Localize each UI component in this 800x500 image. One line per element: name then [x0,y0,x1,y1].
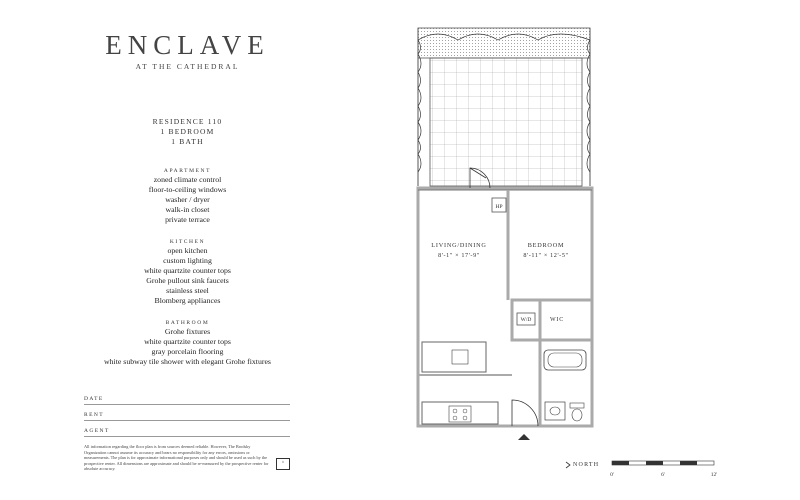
list-item: white quartzite counter tops [144,337,231,346]
wd-label: W/D [520,317,532,323]
section-heading: APARTMENT [163,168,212,174]
list-item: zoned climate control [153,175,222,184]
list-item: Grohe pullout sink faucets [146,276,229,285]
living-dims: 8'-1" × 17'-9" [438,252,480,259]
list-item: white subway tile shower with elegant Grohe fixtures [104,357,271,366]
list-item: open kitchen [167,246,208,255]
section-heading: KITCHEN [169,239,206,245]
date-label: DATE [84,396,104,402]
brand-title: ENCLAVE [105,30,270,60]
list-item: white quartzite counter tops [144,266,231,275]
apartment-walls [418,188,592,426]
residence-bedrooms: 1 BEDROOM [160,127,215,136]
list-item: Grohe fixtures [164,327,211,336]
living-label: LIVING/DINING [431,242,487,249]
scale-tick: 12' [710,472,718,478]
kitchen-sink-icon [452,350,468,364]
residence-name: RESIDENCE 110 [152,117,223,126]
list-item: private terrace [165,215,210,224]
bathroom-sink-icon [545,402,565,420]
rent-label: RENT [84,412,104,418]
bedroom-dims: 8'-11" × 12'-5" [523,252,569,259]
terrace [418,28,590,186]
disclaimer-text: All information regarding the floor plan is from sources deemed reliable. However, The Brodsky Organization cannot assume its accuracy and bears no responsibility for any errors, omissions or measurements. The plan is for approximate informational purposes only and should be used as such by the prospective renter. All dimensions are approximate and should be re-measured by the prospective renter for absolute accuracy. [84,444,269,472]
section-heading: BATHROOM [165,320,210,326]
list-item: gray porcelain flooring [151,347,224,356]
entry-door-icon [512,400,538,440]
scale-tick: 6' [661,472,665,478]
equal-housing-icon: ⌂ [276,458,290,470]
residence-baths: 1 BATH [171,137,204,146]
toilet-icon [570,403,584,421]
north-label: NORTH [573,462,600,468]
hp-label: HP [495,204,503,210]
list-item: walk-in closet [165,205,210,214]
scale-bar [612,461,714,465]
stove-icon [449,406,471,422]
list-item: stainless steel [166,286,209,295]
wic-label: WIC [549,317,565,323]
bedroom-label: BEDROOM [527,242,565,249]
list-item: washer / dryer [165,195,210,204]
scale-tick: 0' [610,472,614,478]
north-arrow-icon [566,462,570,468]
list-item: Blomberg appliances [154,296,221,305]
brand-subtitle: AT THE CATHEDRAL [135,62,240,71]
agent-label: AGENT [84,428,110,434]
list-item: floor-to-ceiling windows [148,185,227,194]
bathtub-icon [544,350,586,370]
list-item: custom lighting [163,256,212,265]
